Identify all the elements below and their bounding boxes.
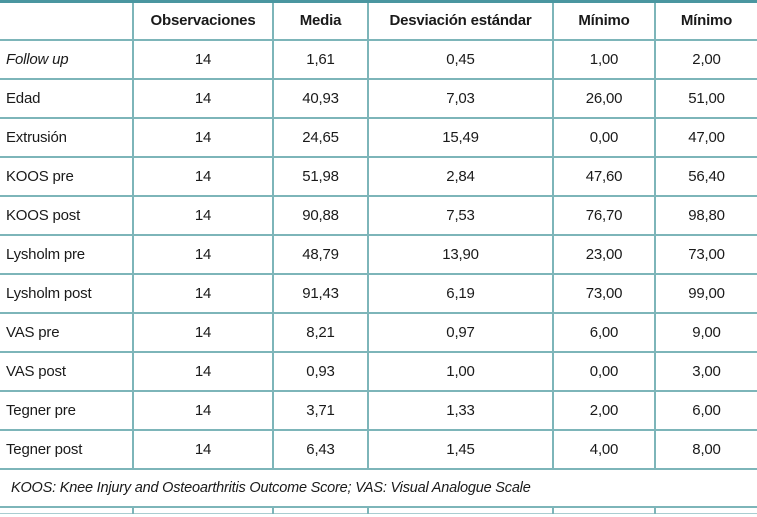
cell-value: 14 [133,196,273,235]
header-media: Media [273,2,368,40]
cell-value: 14 [133,79,273,118]
footnote-row [0,469,757,507]
cell-value: 1,00 [553,40,655,79]
cell-value: 14 [133,157,273,196]
cell-value: 0,00 [553,352,655,391]
table-row [0,118,757,157]
cell-value: 8,00 [655,430,757,469]
cell-value: 47,60 [553,157,655,196]
cell-value: 3,00 [655,352,757,391]
cell-value: 6,00 [553,313,655,352]
cell-value: 15,49 [368,118,553,157]
header-row [0,2,757,40]
cell-value: 14 [133,235,273,274]
cell-value: 2,00 [553,391,655,430]
cell-value: 14 [133,430,273,469]
cell-value: 76,70 [553,196,655,235]
cell-value: 1,00 [368,352,553,391]
cell-value: 14 [133,391,273,430]
cell-value: 73,00 [655,235,757,274]
header-desviacion: Desviación estándar [368,2,553,40]
cell-value: 1,45 [368,430,553,469]
cell-value: 3,71 [273,391,368,430]
cell-value: 0,93 [273,352,368,391]
cell-value: 40,93 [273,79,368,118]
row-label: Follow up [0,40,133,79]
cell-value: 23,00 [553,235,655,274]
cell-value: 0,00 [553,118,655,157]
row-label: KOOS post [0,196,133,235]
table-row [0,235,757,274]
footnote-text: KOOS: Knee Injury and Osteoarthritis Outcome Score; VAS: Visual Analogue Scale [0,469,757,507]
table-row [0,313,757,352]
cell-value: 8,21 [273,313,368,352]
header-blank [0,2,133,40]
cell-value: 24,65 [273,118,368,157]
cell-value: 2,00 [655,40,757,79]
cell-value: 7,03 [368,79,553,118]
cell-value: 7,53 [368,196,553,235]
cutoff-partial-row [0,507,757,514]
cell-value: 90,88 [273,196,368,235]
table-row [0,352,757,391]
table-row [0,391,757,430]
cell-value: 51,98 [273,157,368,196]
row-label: Tegner post [0,430,133,469]
table-row [0,274,757,313]
cell-value: 14 [133,274,273,313]
row-label: Extrusión [0,118,133,157]
cell-value: 14 [133,352,273,391]
cell-value: 1,61 [273,40,368,79]
cell-value: 6,19 [368,274,553,313]
row-label: VAS pre [0,313,133,352]
cell-value: 4,00 [553,430,655,469]
cell-value: 0,45 [368,40,553,79]
cell-value: 14 [133,40,273,79]
cell-value: 48,79 [273,235,368,274]
cell-value: 51,00 [655,79,757,118]
cell-value: 26,00 [553,79,655,118]
table-row [0,196,757,235]
row-label: Lysholm post [0,274,133,313]
cell-value: 98,80 [655,196,757,235]
cell-value: 0,97 [368,313,553,352]
cell-value: 56,40 [655,157,757,196]
table-row [0,79,757,118]
cell-value: 73,00 [553,274,655,313]
table-row [0,157,757,196]
cell-value: 6,00 [655,391,757,430]
cell-value: 9,00 [655,313,757,352]
cell-value: 1,33 [368,391,553,430]
cell-value: 91,43 [273,274,368,313]
cell-value: 47,00 [655,118,757,157]
row-label: Lysholm pre [0,235,133,274]
cell-value: 13,90 [368,235,553,274]
header-minimo: Mínimo [553,2,655,40]
row-label: KOOS pre [0,157,133,196]
header-observaciones: Observaciones [133,2,273,40]
cell-value: 6,43 [273,430,368,469]
row-label: VAS post [0,352,133,391]
cell-value: 2,84 [368,157,553,196]
row-label: Edad [0,79,133,118]
header-minimo-2: Mínimo [655,2,757,40]
table-row [0,40,757,79]
row-label: Tegner pre [0,391,133,430]
cell-value: 14 [133,118,273,157]
cell-value: 14 [133,313,273,352]
cell-value: 99,00 [655,274,757,313]
table-row [0,430,757,469]
